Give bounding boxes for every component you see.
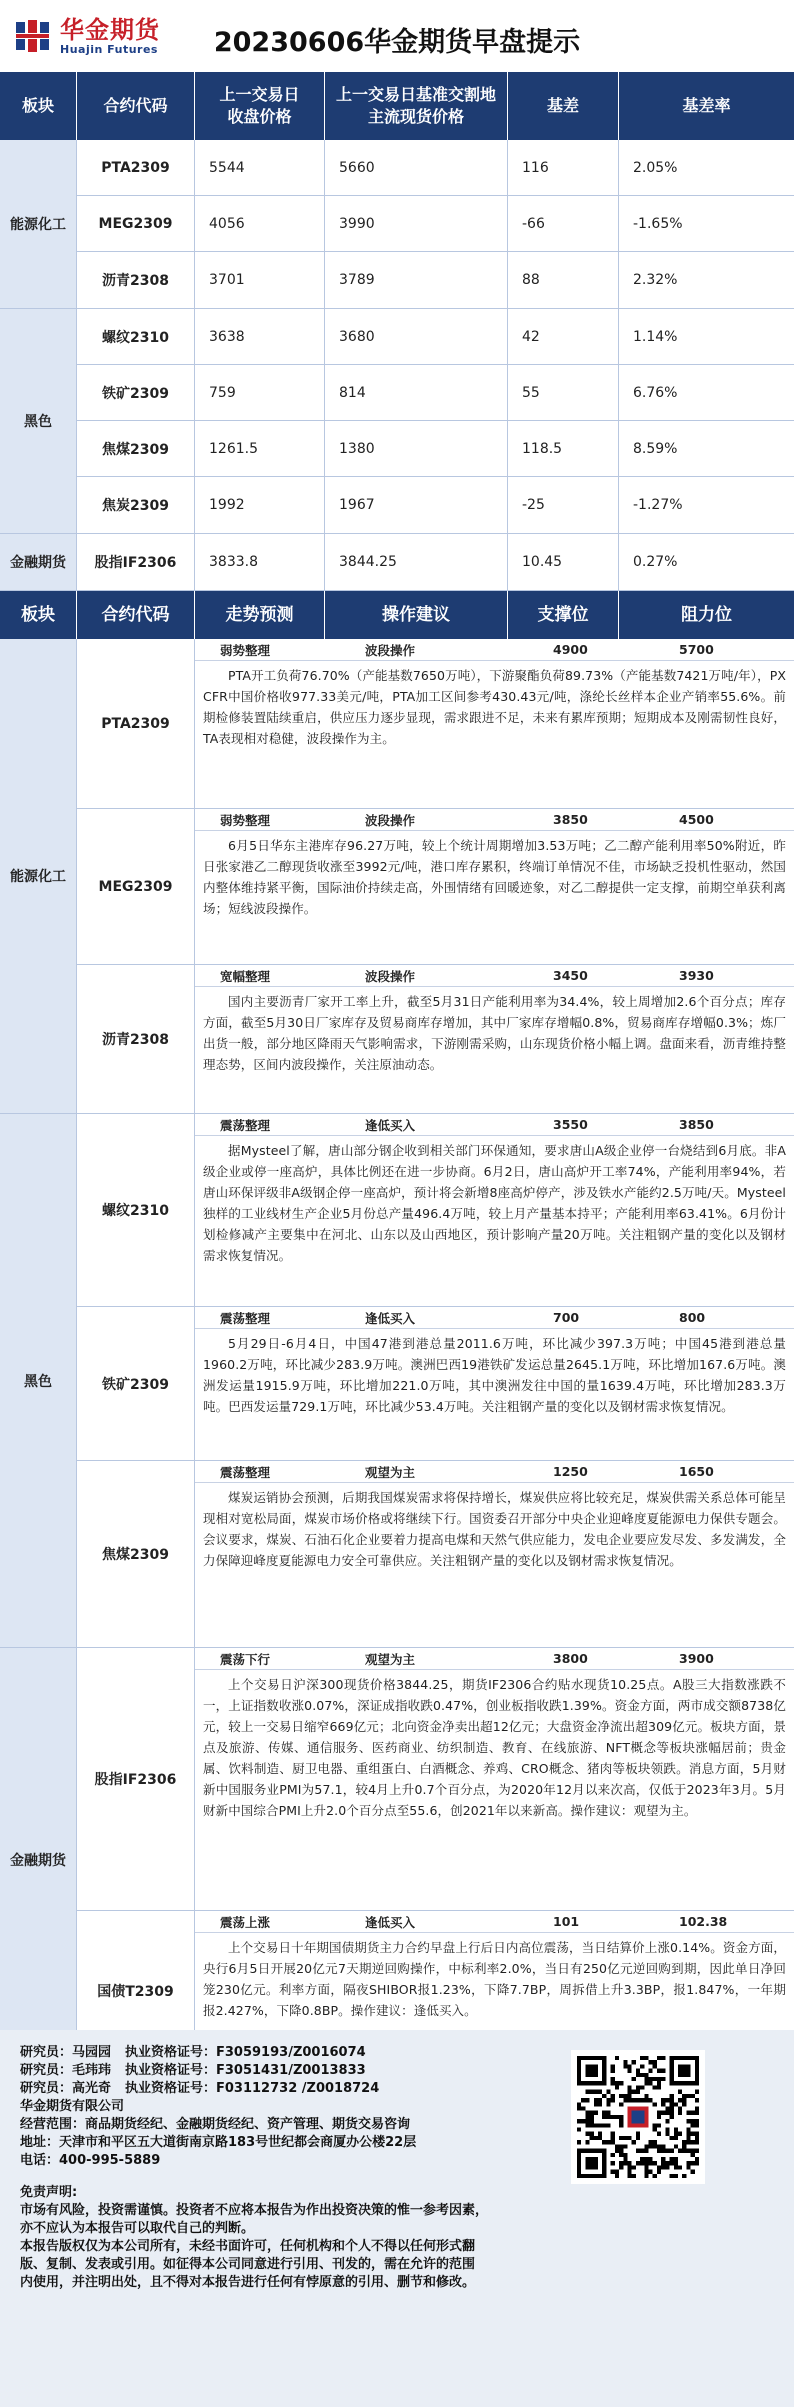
contract-code: 螺纹2310 bbox=[77, 309, 195, 364]
sector-label: 金融期货 bbox=[0, 534, 77, 590]
header-contract: 合约代码 bbox=[77, 72, 195, 140]
basis-table bbox=[0, 72, 794, 591]
resistance-level: 800 bbox=[679, 1310, 706, 1325]
sector-label: 黑色 bbox=[0, 1114, 77, 1647]
trend-forecast: 震荡整理 bbox=[220, 1117, 271, 1133]
contract-detail bbox=[195, 639, 794, 808]
operation-advice: 波段操作 bbox=[365, 812, 416, 828]
researcher-cert: 执业资格证号：F3059193/Z0016074 bbox=[125, 2045, 366, 2060]
table-row bbox=[77, 809, 794, 965]
contract-code: 焦煤2309 bbox=[77, 421, 195, 476]
table-row bbox=[77, 1307, 794, 1461]
trend-forecast: 弱势整理 bbox=[220, 812, 271, 828]
researcher-cert: 执业资格证号：F03112732 /Z0018724 bbox=[125, 2081, 380, 2096]
table-row bbox=[77, 965, 794, 1113]
trend-forecast: 宽幅整理 bbox=[220, 968, 271, 984]
market-analysis: 国内主要沥青厂家开工率上升，截至5月31日产能利用率为34.4%，较上周增加2.6个百分点；库存方面，截至5月30日厂家库存及贸易商库存增加，其中厂家库存增幅0.8%，贸易商库存增幅0.3%；炼厂出货一般，部分地区降雨天气影响需求，下游刚需采购，山东现货价格小幅上调。盘面来看，沥青维持整理态势，区间内波段操作，关注原油动态。 bbox=[203, 994, 786, 1072]
strategy-summary bbox=[195, 1911, 794, 1933]
spot-price: 3789 bbox=[325, 252, 508, 308]
contract-detail bbox=[195, 1648, 794, 1910]
footer bbox=[0, 2030, 794, 2407]
strategy-section-rows bbox=[77, 1648, 794, 2071]
resistance-level: 5700 bbox=[679, 642, 714, 657]
resistance-level: 3900 bbox=[679, 1651, 714, 1666]
market-analysis: 上个交易日沪深300现货价格3844.25，期货IF2306合约贴水现货10.25点。A股三大指数涨跌不一，上证指数收涨0.07%，深证成指收跌0.47%，创业板指收跌1.39%。资金方面，两市成交额8738亿元，较上一交易日缩窄669亿元；北向资金净卖出超12亿元；大盘资金净流出超309亿元。板块方面，景点及旅游、传媒、通信服务、医药商业、纺织制造、教育、在线旅游、NFT概念等板块涨幅居前；贵金属、饮料制造、厨卫电器、重组蛋白、白酒概念、养鸡、CRO概念、猪肉等板块领跌。消息方面，5月财新中国服务业PMI为57.1，较4月上升0.7个百分点，为2020年12月以来次高，仅低于2023年3月。5月财新中国综合PMI上升2.0个百分点至55.6，创2021年以来新高。操作建议：观望为主。 bbox=[203, 1677, 786, 1818]
contract-code: 沥青2308 bbox=[77, 252, 195, 308]
close-price: 5544 bbox=[195, 140, 325, 195]
market-analysis: PTA开工负荷76.70%（产能基数7650万吨），下游聚酯负荷89.73%（产能基数7421万吨/年），PX CFR中国价格收977.33美元/吨，PTA加工区间参考430.43元/吨，涤纶长丝样本企业产销率55.6%。前期检修装置陆续重启，供应压力逐步显现，需求跟进不足，未来有累库预期；短期成本及刚需韧性良好，TA表现相对稳健，波段操作为主。 bbox=[203, 668, 786, 746]
basis-value: 42 bbox=[508, 309, 619, 364]
disclaimer-line: 本报告版权仅为本公司所有，未经书面许可，任何机构和个人不得以任何形式翻 bbox=[20, 2239, 476, 2254]
strategy-summary bbox=[195, 1307, 794, 1329]
operation-advice: 逢低买入 bbox=[365, 1310, 416, 1326]
market-analysis: 煤炭运销协会预测，后期我国煤炭需求将保持增长，煤炭供应将比较充足，煤炭供需关系总体可能呈现相对宽松局面，煤炭市场价格或将继续下行。国资委召开部分中央企业迎峰度夏能源电力保供专题会。会议要求，煤炭、石油石化企业要着力提高电煤和天然气供应能力，发电企业要应发尽发、多发满发，全力保障迎峰度夏能源电力安全可靠供应。关注粗钢产量的变化以及钢材需求恢复情况。 bbox=[203, 1490, 786, 1568]
researcher-name: 研究员：毛玮玮 bbox=[20, 2063, 112, 2078]
spot-price: 814 bbox=[325, 365, 508, 420]
close-price: 3638 bbox=[195, 309, 325, 364]
basis-value: 118.5 bbox=[508, 421, 619, 476]
close-price: 1261.5 bbox=[195, 421, 325, 476]
page-title: 20230606华金期货早盘提示 bbox=[213, 27, 581, 58]
disclaimer-line: 版、复制、发表或引用。如征得本公司同意进行引用、刊发的，需在允许的范围 bbox=[20, 2257, 476, 2272]
market-analysis: 上个交易日十年期国债期货主力合约早盘上行后日内高位震荡，当日结算价上涨0.14%。资金方面，央行6月5日开展20亿元7天期逆回购操作，中标利率2.0%，当日有250亿元逆回购到期，因此单日净回笼230亿元。利率方面，隔夜SHIBOR报1.23%，下降7.7BP，周拆借上升3.3BP，报1.847%，一年期报2.427%，下降0.8BP。操作建议：逢低买入。 bbox=[203, 1940, 786, 2018]
disclaimer-text bbox=[20, 2202, 774, 2292]
resistance-level: 4500 bbox=[679, 812, 714, 827]
header-sector: 板块 bbox=[0, 72, 77, 140]
disclaimer-title: 免责声明: bbox=[20, 2185, 78, 2200]
contract-code: 焦炭2309 bbox=[77, 477, 195, 533]
basis-value: 88 bbox=[508, 252, 619, 308]
contract-detail bbox=[195, 965, 794, 1113]
trend-forecast: 震荡整理 bbox=[220, 1464, 271, 1480]
contract-detail bbox=[195, 1114, 794, 1306]
market-analysis: 据Mysteel了解，唐山部分钢企收到相关部门环保通知，要求唐山A级企业停一台烧结到6月底。非A级企业或停一座高炉，具体比例还在进一步协商。6月2日，唐山高炉开工率74%，产能利用率94%，若唐山环保评级非A级钢企停一座高炉，预计将会新增8座高炉停产，涉及铁水产能约2.5万吨/天。Mysteel独样的工业线材生产企业5月份总产量496.4万吨，较上月产量基本持平；产能利用率63.41%。6月份计划检修减产主要集中在河北、山东以及山西地区，预计影响产量20万吨。关注粗钢产量的变化以及钢材需求恢复情况。 bbox=[203, 1143, 786, 1263]
disclaimer-line: 亦不应认为本报告可以取代自己的判断。 bbox=[20, 2221, 255, 2236]
header-basis: 基差 bbox=[508, 72, 619, 140]
strategy-summary bbox=[195, 1114, 794, 1136]
header-close-price: 上一交易日 收盘价格 bbox=[195, 72, 325, 140]
strategy-section bbox=[0, 1114, 794, 1648]
basis-rate: 2.05% bbox=[633, 159, 678, 176]
support-level: 101 bbox=[553, 1914, 580, 1929]
operation-advice: 观望为主 bbox=[365, 1464, 416, 1480]
strategy-section bbox=[0, 1648, 794, 2072]
basis-rate: 8.59% bbox=[633, 440, 678, 457]
table-row bbox=[77, 477, 794, 533]
resistance-level: 3850 bbox=[679, 1117, 714, 1132]
support-level: 1250 bbox=[553, 1464, 588, 1479]
basis-rate: -1.27% bbox=[633, 497, 683, 513]
contract-code: 螺纹2310 bbox=[77, 1114, 195, 1306]
table-row bbox=[77, 140, 794, 196]
header-sector: 板块 bbox=[0, 591, 77, 639]
basis-rate: 2.32% bbox=[633, 272, 678, 288]
strategy-summary bbox=[195, 1648, 794, 1670]
support-level: 3550 bbox=[553, 1117, 588, 1132]
operation-advice: 波段操作 bbox=[365, 642, 416, 658]
table-row bbox=[77, 1648, 794, 1911]
business-scope: 经营范围：商品期货经纪、金融期货经纪、资产管理、期货交易咨询 bbox=[20, 2117, 411, 2132]
contract-detail bbox=[195, 809, 794, 964]
strategy-summary bbox=[195, 965, 794, 987]
disclaimer-line: 内使用，并注明出处，且不得对本报告进行任何有悖原意的引用、删节和修改。 bbox=[20, 2275, 476, 2290]
header-spot-price: 上一交易日基准交割地 主流现货价格 bbox=[325, 72, 508, 140]
basis-rate: -1.65% bbox=[633, 215, 683, 232]
brand-name: 华金期货 bbox=[60, 15, 160, 44]
operation-advice: 观望为主 bbox=[365, 1651, 416, 1667]
basis-value: 116 bbox=[508, 140, 619, 195]
contract-detail bbox=[195, 1307, 794, 1460]
support-level: 3800 bbox=[553, 1651, 588, 1666]
basis-section-rows bbox=[77, 534, 794, 590]
company-phone: 电话：400-995-5889 bbox=[20, 2153, 161, 2168]
basis-value: -25 bbox=[508, 477, 619, 533]
trend-forecast: 震荡下行 bbox=[220, 1651, 271, 1667]
table-row bbox=[77, 421, 794, 477]
header-trend: 走势预测 bbox=[195, 591, 325, 639]
basis-rate: 0.27% bbox=[633, 554, 678, 570]
spot-price: 3990 bbox=[325, 196, 508, 251]
spot-price: 3680 bbox=[325, 309, 508, 364]
basis-section bbox=[0, 309, 794, 534]
close-price: 3701 bbox=[195, 252, 325, 308]
table-row bbox=[77, 309, 794, 365]
qr-code-icon bbox=[571, 2050, 705, 2184]
table-row bbox=[77, 639, 794, 809]
close-price: 3833.8 bbox=[195, 534, 325, 590]
header-resistance: 阻力位 bbox=[681, 605, 732, 625]
researcher-cert: 执业资格证号：F3051431/Z0013833 bbox=[125, 2063, 366, 2078]
contract-code: 股指IF2306 bbox=[77, 1648, 195, 1910]
table-row bbox=[77, 252, 794, 308]
market-analysis: 6月5日华东主港库存96.27万吨，较上个统计周期增加3.53万吨；乙二醇产能利用率50%附近，昨日张家港乙二醇现货收涨至3992元/吨，港口库存累积，终端订单情况不佳，市场缺乏投机性驱动，然国内整体维持紧平衡，国际油价持续走高，外围情绪有回暖迹象，对乙二醇提供一定支撑，前期空单获利离场；短线波段操作。 bbox=[203, 838, 786, 916]
basis-section-rows bbox=[77, 140, 794, 308]
support-level: 700 bbox=[553, 1310, 580, 1325]
strategy-section-rows bbox=[77, 1114, 794, 1647]
basis-rate: 1.14% bbox=[633, 328, 678, 345]
contract-code: 焦煤2309 bbox=[77, 1461, 195, 1647]
contract-code: MEG2309 bbox=[77, 809, 195, 964]
brand-name-en: Huajin Futures bbox=[60, 42, 158, 56]
support-level: 4900 bbox=[553, 642, 588, 657]
basis-rate: 6.76% bbox=[633, 384, 678, 401]
basis-section bbox=[0, 140, 794, 309]
contract-code: 沥青2308 bbox=[77, 965, 195, 1113]
strategy-summary bbox=[195, 639, 794, 661]
basis-section-rows bbox=[77, 309, 794, 533]
table-row bbox=[77, 196, 794, 252]
market-analysis: 5月29日-6月4日，中国47港到港总量2011.6万吨，环比减少397.3万吨；中国45港到港总量1960.2万吨，环比减少283.9万吨。澳洲巴西19港铁矿发运总量2645.1万吨，环比增加167.6万吨。澳洲发运量1915.9万吨，环比增加221.0万吨，其中澳洲发往中国的量1639.4万吨，环比增加283.3万吨。巴西发运量729.1万吨，环比减少53.4万吨。关注粗钢产量的变化以及钢材需求恢复情况。 bbox=[203, 1336, 786, 1414]
disclaimer-line: 市场有风险，投资需谨慎。投资者不应将本报告为作出投资决策的惟一参考因素， bbox=[20, 2203, 489, 2218]
operation-advice: 波段操作 bbox=[365, 968, 416, 984]
brand-logo bbox=[14, 17, 204, 56]
strategy-summary bbox=[195, 809, 794, 831]
basis-value: 10.45 bbox=[508, 534, 619, 590]
contract-code: PTA2309 bbox=[77, 140, 195, 195]
brand-logo-icon bbox=[14, 18, 52, 54]
strategy-section bbox=[0, 639, 794, 1114]
contract-code: MEG2309 bbox=[77, 196, 195, 251]
trend-forecast: 弱势整理 bbox=[220, 642, 271, 658]
close-price: 1992 bbox=[195, 477, 325, 533]
basis-table-header bbox=[0, 72, 794, 140]
basis-value: 55 bbox=[508, 365, 619, 420]
operation-advice: 逢低买入 bbox=[365, 1914, 416, 1930]
spot-price: 3844.25 bbox=[325, 534, 508, 590]
contract-code: 股指IF2306 bbox=[77, 534, 195, 590]
strategy-table bbox=[0, 591, 794, 2072]
company-address: 地址：天津市和平区五大道街南京路183号世纪都会商厦办公楼22层 bbox=[20, 2135, 417, 2150]
table-row bbox=[77, 365, 794, 421]
trend-forecast: 震荡整理 bbox=[220, 1310, 271, 1326]
contract-code: 国债T2309 bbox=[77, 1911, 195, 2071]
sector-label: 能源化工 bbox=[0, 639, 77, 1113]
company-name: 华金期货有限公司 bbox=[20, 2099, 125, 2114]
table-row bbox=[77, 1461, 794, 1647]
resistance-level: 102.38 bbox=[679, 1914, 728, 1929]
table-row bbox=[77, 534, 794, 590]
operation-advice: 逢低买入 bbox=[365, 1117, 416, 1133]
header-advice: 操作建议 bbox=[325, 591, 508, 639]
spot-price: 1380 bbox=[325, 421, 508, 476]
header-contract: 合约代码 bbox=[77, 591, 195, 639]
contract-code: PTA2309 bbox=[77, 639, 195, 808]
trend-forecast: 震荡上涨 bbox=[220, 1914, 271, 1930]
contract-code: 铁矿2309 bbox=[77, 365, 195, 420]
strategy-section-rows bbox=[77, 639, 794, 1113]
support-level: 3450 bbox=[553, 968, 588, 983]
header-support: 支撑位 bbox=[508, 591, 619, 639]
sector-label: 黑色 bbox=[0, 309, 77, 533]
contract-code: 铁矿2309 bbox=[77, 1307, 195, 1460]
strategy-summary bbox=[195, 1461, 794, 1483]
spot-price: 1967 bbox=[325, 477, 508, 533]
resistance-level: 1650 bbox=[679, 1464, 714, 1479]
contract-detail bbox=[195, 1461, 794, 1647]
spot-price: 5660 bbox=[325, 140, 508, 195]
page-header bbox=[0, 0, 794, 72]
researcher-name: 研究员：高光奇 bbox=[20, 2081, 112, 2096]
table-row bbox=[77, 1114, 794, 1307]
basis-value: -66 bbox=[508, 196, 619, 251]
support-level: 3850 bbox=[553, 812, 588, 827]
sector-label: 金融期货 bbox=[0, 1648, 77, 2071]
researcher-name: 研究员：马园园 bbox=[20, 2045, 112, 2060]
resistance-level: 3930 bbox=[679, 968, 714, 983]
sector-label: 能源化工 bbox=[0, 140, 77, 308]
close-price: 4056 bbox=[195, 196, 325, 251]
basis-section bbox=[0, 534, 794, 591]
header-basis-rate: 基差率 bbox=[682, 96, 731, 115]
strategy-table-header bbox=[0, 591, 794, 639]
close-price: 759 bbox=[195, 365, 325, 420]
